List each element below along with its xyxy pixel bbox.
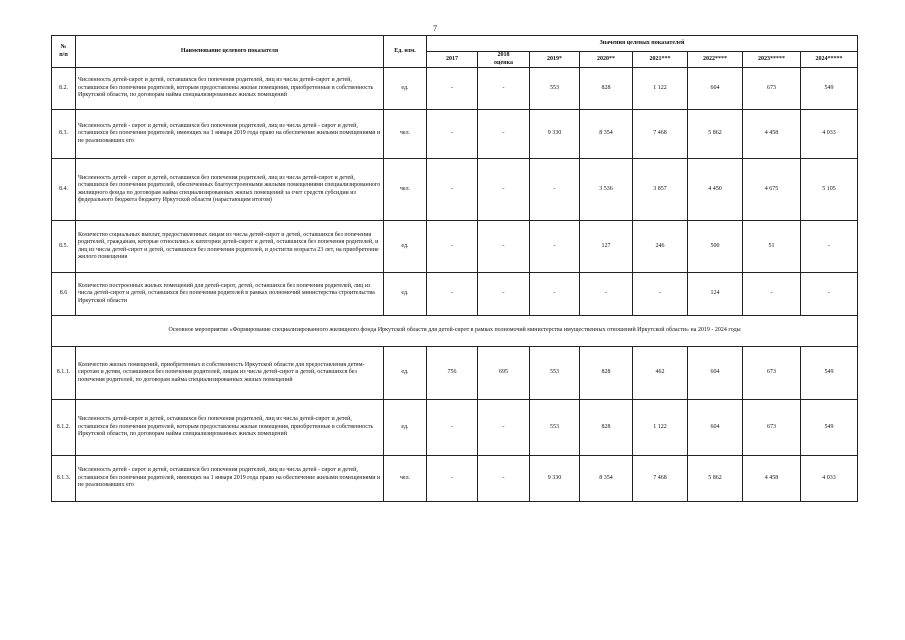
value-cell: 9 330 [530,110,580,159]
unit-cell: ед. [384,347,427,400]
value-cell: 3 536 [580,159,633,221]
value-cell: 4 450 [688,159,743,221]
value-cell: - [478,68,530,110]
value-cell: - [530,273,580,316]
table-body [52,68,858,502]
value-cell: - [580,273,633,316]
value-cell: 553 [530,68,580,110]
row-number: 8.1.1. [52,347,76,400]
value-cell: 51 [743,221,801,273]
value-cell: - [801,221,858,273]
header-num: № п/п [52,36,76,68]
value-cell: - [478,110,530,159]
unit-cell: ед. [384,221,427,273]
value-cell: 8 354 [580,110,633,159]
value-cell: - [478,221,530,273]
target-indicators-table [51,35,858,502]
table-row [52,159,858,221]
value-cell: 500 [688,221,743,273]
header-year: 2018 оценка [478,52,530,68]
value-cell: - [530,221,580,273]
value-cell: 1 122 [633,400,688,456]
value-cell: - [478,159,530,221]
value-cell: 9 330 [530,456,580,502]
table-row [52,221,858,273]
value-cell: - [478,273,530,316]
header-year: 2021*** [633,52,688,68]
value-cell: 5 862 [688,110,743,159]
value-cell: 1 122 [633,68,688,110]
table-row [52,110,858,159]
table-row [52,273,858,316]
value-cell: 695 [478,347,530,400]
indicator-name: Численность детей-сирот и детей, оставшихся без попечения родителей, лиц из числа детей-сирот и детей, оставшихся без попечения родителей, которым предоставлены жилые помещения, приобретенные в собственность Иркутской области, по договорам найма специализированных жилых помещений [76,68,384,110]
value-cell: 673 [743,400,801,456]
value-cell: 828 [580,68,633,110]
header-year: 2024***** [801,52,858,68]
value-cell: 8 354 [580,456,633,502]
value-cell: 673 [743,68,801,110]
header-name: Наименование целевого показателя [76,36,384,68]
value-cell: - [427,273,478,316]
value-cell: 462 [633,347,688,400]
unit-cell: чел. [384,456,427,502]
header-year: 2023***** [743,52,801,68]
value-cell: - [478,400,530,456]
value-cell: 4 033 [801,456,858,502]
row-number: 8.1.3. [52,456,76,502]
row-number: 8.1.2. [52,400,76,456]
value-cell: - [427,110,478,159]
value-cell: 549 [801,400,858,456]
value-cell: - [427,221,478,273]
indicator-name: Количество социальных выплат, предоставленных лицам из числа детей-сирот и детей, оставшихся без попечения родителей, гражданам, которые относились к категории детей-сирот и детей, оставшихся без попечения родителей, и лиц из числа детей-сирот и детей, оставшихся без попечения родителей, и достигли возраста 23 лет, на приобретение жилого помещения [76,221,384,273]
value-cell: - [743,273,801,316]
value-cell: - [530,159,580,221]
value-cell: 604 [688,68,743,110]
row-number: 8.2. [52,68,76,110]
value-cell: 3 857 [633,159,688,221]
value-cell: 5 862 [688,456,743,502]
indicator-name: Количество построенных жилых помещений для детей-сирот, детей, оставшихся без попечения родителей, лиц из числа детей-сирот и детей, оставшихся без попечения родителей в рамках полномочий министерства строительства Иркутской области [76,273,384,316]
row-number: 8.4. [52,159,76,221]
unit-cell: ед. [384,400,427,456]
value-cell: 553 [530,347,580,400]
table-header-row [52,36,858,52]
value-cell: 246 [633,221,688,273]
value-cell: - [427,159,478,221]
value-cell: 756 [427,347,478,400]
table-row [52,400,858,456]
section-title: Основное мероприятие «Формирование специализированного жилищного фонда Иркутской области для детей-сирот в рамках полномочий министерства имущественных отношений Иркутской области» на 2019 - 2024 годы [52,316,858,347]
header-year: 2019* [530,52,580,68]
table-row [52,456,858,502]
header-year: 2022**** [688,52,743,68]
value-cell: 828 [580,400,633,456]
header-values: Значения целевых показателей [427,36,858,52]
indicator-name: Численность детей - сирот и детей, оставшихся без попечения родителей, лиц из числа детей - сирот и детей, оставшихся без попечения родителей, имеющих на 1 января 2019 года право на обеспечение жилыми помещениями и не реализовавших его [76,456,384,502]
value-cell: 553 [530,400,580,456]
value-cell: 673 [743,347,801,400]
value-cell: 549 [801,68,858,110]
value-cell: 124 [688,273,743,316]
value-cell: - [801,273,858,316]
indicator-name: Численность детей-сирот и детей, оставшихся без попечения родителей, лиц из числа детей-сирот и детей, оставшихся без попечения родителей, которым предоставлены жилые помещения, приобретенные в собственность Иркутской области, по договорам найма специализированных жилых помещений [76,400,384,456]
row-number: 8.5. [52,221,76,273]
value-cell: 549 [801,347,858,400]
table-row [52,68,858,110]
unit-cell: ед. [384,273,427,316]
value-cell: - [478,456,530,502]
header-year: 2020** [580,52,633,68]
indicator-name: Количество жилых помещений, приобретенных в собственность Иркутской области для предоставления детям-сиротам и детям, оставшимся без попечения родителей, лицам из числа детей-сирот и детей, оставшихся без попечения родителей, по договорам найма специализированных жилых помещений [76,347,384,400]
value-cell: 4 675 [743,159,801,221]
value-cell: 604 [688,400,743,456]
unit-cell: ед. [384,68,427,110]
value-cell: - [633,273,688,316]
unit-cell: чел. [384,159,427,221]
value-cell: 4 458 [743,456,801,502]
table-row [52,347,858,400]
row-number: 8.6 [52,273,76,316]
value-cell: 604 [688,347,743,400]
value-cell: 4 033 [801,110,858,159]
header-unit: Ед. изм. [384,36,427,68]
value-cell: 4 458 [743,110,801,159]
indicator-name: Численность детей - сирот и детей, оставшихся без попечения родителей, лиц из числа детей-сирот и детей, оставшихся без попечения родителей, обеспеченных благоустроенными жилыми помещениями специализированного жилищного фонда по договорам найма специализированных жилых помещений за счет средств субсидии из федерального бюджета бюджету Иркутской области (нарастающим итогом) [76,159,384,221]
unit-cell: чел. [384,110,427,159]
value-cell: 828 [580,347,633,400]
value-cell: 7 468 [633,456,688,502]
value-cell: - [427,456,478,502]
value-cell: - [427,68,478,110]
value-cell: 7 468 [633,110,688,159]
header-year: 2017 [427,52,478,68]
value-cell: 5 105 [801,159,858,221]
section-row [52,316,858,347]
value-cell: - [427,400,478,456]
indicator-name: Численность детей - сирот и детей, оставшихся без попечения родителей, лиц из числа детей - сирот и детей, оставшихся без попечения родителей, имеющих на 1 января 2019 года право на обеспечение жилыми помещениями и не реализовавших его [76,110,384,159]
row-number: 8.3. [52,110,76,159]
page-number: 7 [433,24,437,33]
value-cell: 127 [580,221,633,273]
